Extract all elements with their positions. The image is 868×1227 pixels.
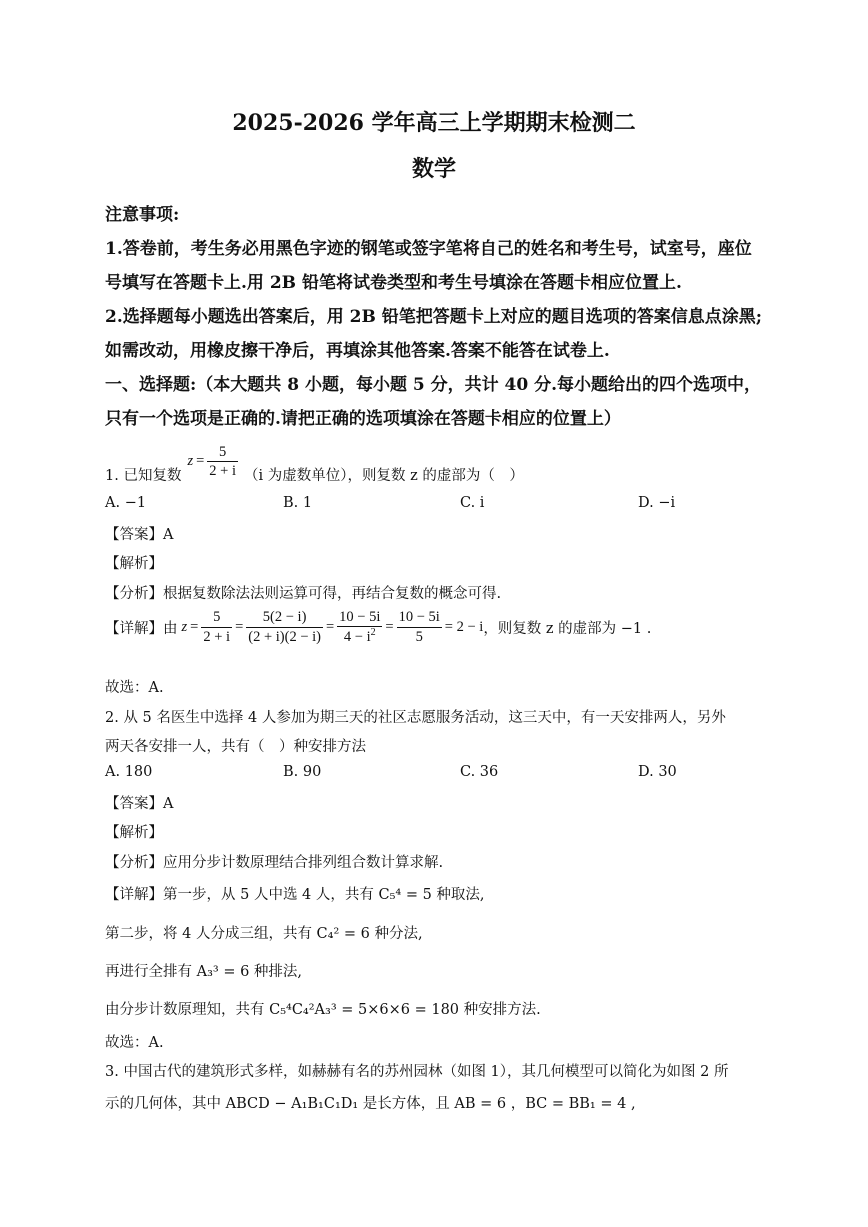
- q2-step2: 第二步，将 4 人分成三组，共有 C₄² = 6 种分法,: [105, 926, 423, 942]
- q1-detail-frac3-den-sup: 2: [370, 627, 376, 639]
- q1-fenxi: 【分析】根据复数除法法则运算可得，再结合复数的概念可得.: [105, 586, 502, 602]
- q1-fraction: [207, 443, 238, 480]
- q1-detail-frac4: [397, 608, 442, 645]
- q1-z: z: [187, 453, 194, 469]
- q2-answer: 【答案】A: [105, 796, 174, 812]
- notice-item1-line2: 号填写在答题卡上.用 2B 铅笔将试卷类型和考生号填涂在答题卡相应位置上.: [105, 273, 682, 293]
- q1-detail-post: ，则复数 z 的虚部为 −1 .: [483, 620, 652, 637]
- section1-heading-line1: 一、选择题:（本大题共 8 小题，每小题 5 分，共计 40 分.每小题给出的四个选项中，: [105, 375, 762, 395]
- q1-detail-tail: = 2 − i: [444, 618, 484, 635]
- q1-choose: 故选：A.: [105, 680, 164, 696]
- q1-detail-frac4-den: 5: [415, 628, 423, 645]
- notice-heading: 注意事项:: [105, 205, 180, 225]
- section1-heading-line2: 只有一个选项是正确的.请把正确的选项填涂在答题卡相应的位置上）: [105, 409, 621, 429]
- q2-choose: 故选：A.: [105, 1035, 164, 1051]
- notice-item2-line1: 2.选择题每小题选出答案后，用 2B 铅笔把答题卡上对应的题目选项的答案信息点涂黑;: [105, 307, 763, 327]
- q1-detail-frac3-num: 10 − 5i: [337, 608, 382, 627]
- q1-detail: 【详解】由 z = $\frac{5}{2 + i}$ = $\frac{5(2 - i)}{(2 + i)(2 - i)}$ = $\frac{10 - 5i}{4 - i^2}$ = $\frac{10 - 5i}{5}$ = 2 − i ，则复数 z 的虚部为 −1 .: [105, 609, 652, 645]
- q1-option-c: C. i: [460, 495, 485, 511]
- q1-stem-pre: 1. 已知复数: [105, 468, 182, 484]
- q2-step4: 由分步计数原理知，共有 C₅⁴C₄²A₃³ = 5×6×6 = 180 种安排方法.: [105, 1002, 541, 1018]
- q3-stem-line2: 示的几何体，其中 ABCD − A₁B₁C₁D₁ 是长方体，且 AB = 6 ，BC = BB₁ = 4 ,: [105, 1096, 636, 1112]
- exam-title: 2025-2026 学年高三上学期期末检测二: [232, 110, 636, 136]
- q1-option-d: D. −i: [638, 495, 676, 511]
- q1-eq: =: [196, 453, 205, 469]
- q1-detail-frac3-den: [337, 627, 382, 646]
- q1-stem-post: （i 为虚数单位），则复数 z 的虚部为（ ）: [244, 468, 524, 484]
- q2-option-c: C. 36: [460, 764, 499, 780]
- q1-answer: 【答案】A: [105, 527, 174, 543]
- q2-option-d: D. 30: [638, 764, 677, 780]
- q1-detail-frac2-den: (2 + i)(2 − i): [248, 628, 321, 645]
- q1-detail-frac2: [246, 608, 323, 645]
- q1-detail-frac4-num: 10 − 5i: [397, 608, 442, 627]
- notice-item2-line2: 如需改动，用橡皮擦干净后，再填涂其他答案.答案不能答在试卷上.: [105, 341, 610, 361]
- q2-stem-line1: 2. 从 5 名医生中选择 4 人参加为期三天的社区志愿服务活动，这三天中，有一天安排两人，另外: [105, 710, 726, 726]
- q2-analysis-label: 【解析】: [105, 825, 163, 841]
- q1-detail-frac1: [201, 608, 232, 645]
- q2-step3: 再进行全排有 A₃³ = 6 种排法,: [105, 964, 303, 980]
- q1-detail-pre: 【详解】由: [105, 620, 178, 637]
- q1-detail-frac1-den: 2 + i: [203, 628, 231, 645]
- exam-subject: 数学: [411, 156, 456, 182]
- q2-option-a: A. 180: [105, 764, 153, 780]
- q3-stem-line1: 3. 中国古代的建筑形式多样，如赫赫有名的苏州园林（如图 1），其几何模型可以简化为如图 2 所: [105, 1064, 729, 1080]
- q2-stem-line2: 两天各安排一人，共有（ ）种安排方法: [105, 739, 366, 755]
- q1-frac-num: 5: [207, 443, 238, 462]
- q2-step1: 【详解】第一步，从 5 人中选 4 人，共有 C₅⁴ = 5 种取法,: [105, 887, 485, 903]
- q1-detail-frac2-num: 5(2 − i): [246, 608, 323, 627]
- q1-detail-frac3-den-base: 4 − i: [343, 628, 371, 645]
- q2-option-b: B. 90: [283, 764, 322, 780]
- q1-detail-z: z: [181, 618, 188, 635]
- q1-analysis-label: 【解析】: [105, 556, 163, 572]
- q1-frac-den: 2 + i: [209, 463, 237, 479]
- q1-option-a: A. −1: [105, 495, 147, 511]
- q1-stem: [105, 438, 524, 485]
- q1-detail-frac1-num: 5: [201, 608, 232, 627]
- notice-item1-line1: 1.答卷前，考生务必用黑色字迹的钢笔或签字笔将自己的姓名和考生号，试室号，座位: [105, 239, 752, 259]
- q2-fenxi: 【分析】应用分步计数原理结合排列组合数计算求解.: [105, 855, 444, 871]
- q1-option-b: B. 1: [283, 495, 313, 511]
- q1-detail-frac3: [337, 608, 382, 646]
